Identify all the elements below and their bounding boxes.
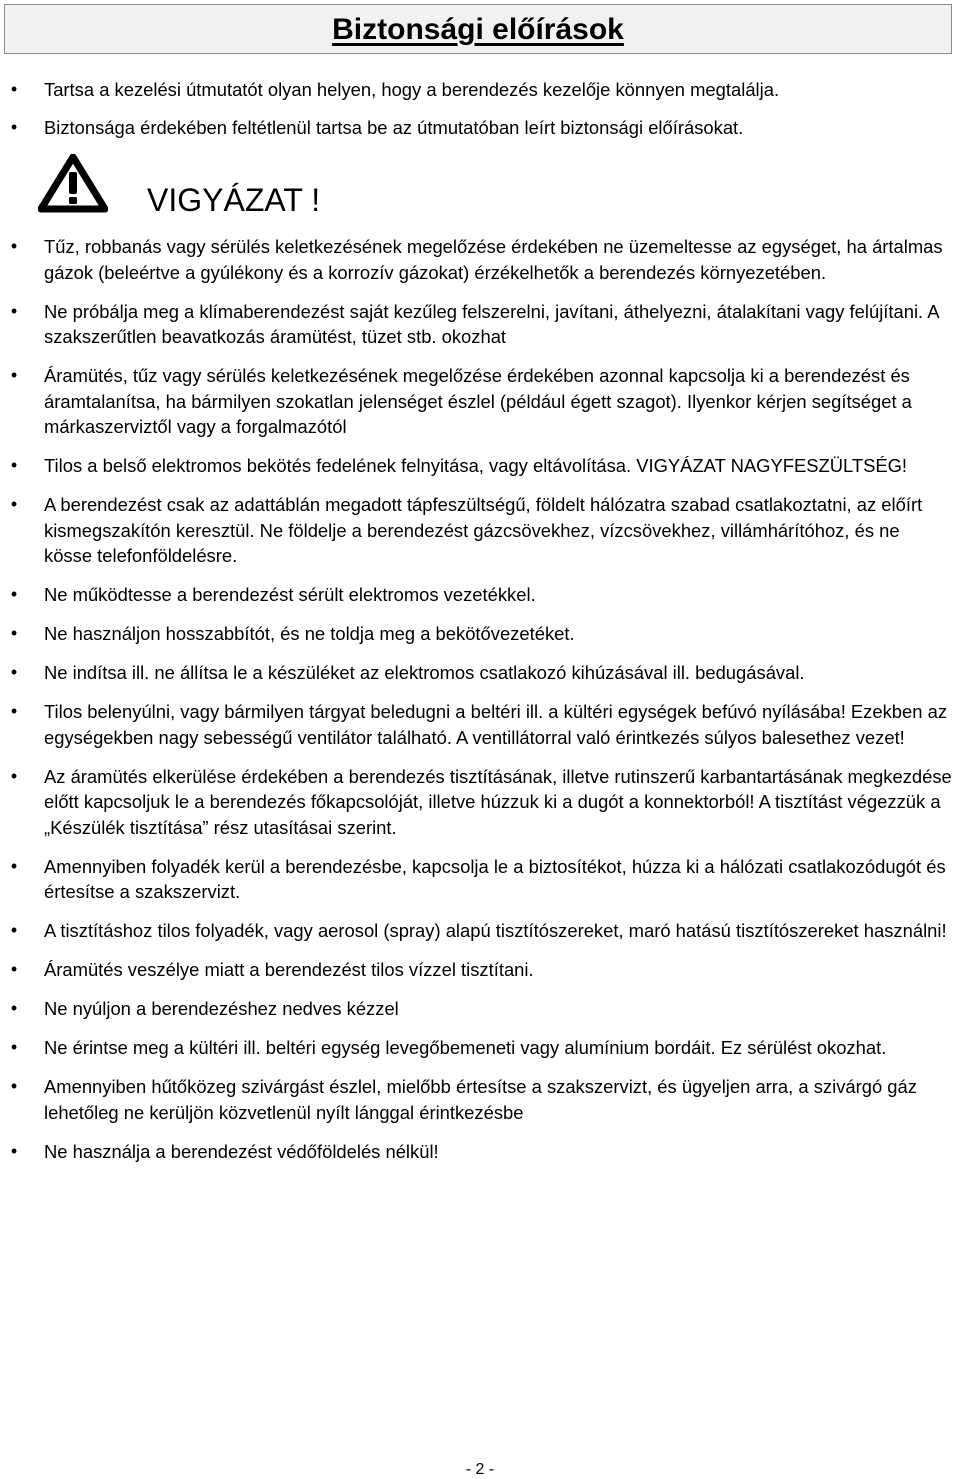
list-item bbox=[0, 764, 960, 841]
bullet-icon: • bbox=[10, 79, 18, 99]
bullet-icon: • bbox=[10, 117, 18, 137]
list-item bbox=[0, 1035, 960, 1061]
list-item-text: Ne használja a berendezést védőföldelés nélkül! bbox=[44, 1140, 439, 1162]
list-item-text: Amennyiben folyadék kerül a berendezésbe, kapcsolja le a biztosítékot, húzza ki a hálózati csatlakozódugót és értesítse a szakszervizt. bbox=[44, 855, 946, 902]
bullet-icon: • bbox=[10, 455, 18, 475]
bullet-icon: • bbox=[10, 765, 18, 786]
list-item bbox=[0, 453, 960, 479]
list-item-text: A tisztításhoz tilos folyadék, vagy aerosol (spray) alapú tisztítószereket, maró hatású tisztítószereket használni! bbox=[44, 920, 947, 941]
list-item bbox=[0, 1139, 960, 1165]
list-item-text: Ne indítsa ill. ne állítsa le a készüléket az elektromos csatlakozó kihúzásával ill. bedugásával. bbox=[44, 662, 805, 683]
list-item bbox=[0, 115, 960, 141]
bullet-icon: • bbox=[10, 1140, 18, 1161]
list-item-text: Amennyiben hűtőközeg szivárgást észlel, mielőbb értesítse a szakszervizt, és ügyeljen arra, a szivárgó gáz lehetőleg ne kerüljön közvetlenül nyílt lánggal érintkezésbe bbox=[44, 1076, 917, 1123]
bullet-icon: • bbox=[10, 855, 18, 876]
list-item-text: Tartsa a kezelési útmutatót olyan helyen, hogy a berendezés kezelője könnyen megtalálja. bbox=[44, 79, 780, 100]
page-title: Biztonsági előírások bbox=[332, 13, 624, 46]
list-item-text: Biztonsága érdekében feltétlenül tartsa be az útmutatóban leírt biztonsági előírásokat. bbox=[44, 117, 744, 138]
list-item bbox=[0, 996, 960, 1022]
list-item bbox=[0, 854, 960, 905]
bullet-icon: • bbox=[10, 959, 18, 979]
title-box bbox=[4, 4, 952, 54]
bullet-icon: • bbox=[10, 998, 18, 1018]
list-item-text: Az áramütés elkerülése érdekében a berendezés tisztításának, illetve rutinszerű karbantartásának megkezdése előtt kapcsoljuk le a berendezés főkapcsolóját, illetve húzzuk ki a dugót a konnektorból! A tisztítást végezzük a „Készülék tisztítása” rész utasításai szerint. bbox=[44, 765, 952, 838]
list-item-text: Tűz, robbanás vagy sérülés keletkezésének megelőzése érdekében ne üzemeltesse az egységet, ha ártalmas gázok (beleértve a gyúlékony és a korrozív gázokat) érzékelhetők a berendezés környezetében. bbox=[44, 236, 943, 283]
list-item bbox=[0, 299, 960, 350]
page-number: - 2 - bbox=[465, 1461, 495, 1478]
bullet-icon: • bbox=[10, 1037, 18, 1057]
list-item bbox=[0, 621, 960, 647]
intro-list bbox=[0, 77, 960, 153]
list-item-text: Ne működtesse a berendezést sérült elektromos vezetékkel. bbox=[44, 584, 536, 605]
bullet-icon: • bbox=[10, 1076, 18, 1096]
list-item-text: A berendezést csak az adattáblán megadott tápfeszültségű, földelt hálózatra szabad csatlakoztatni, az előírt kismegszakítón keresztül. Ne földelje a berendezést gázcsövekhez, vízcsövekhez, villámhárítóhoz, és ne kösse telefonföldelésre. bbox=[44, 494, 923, 566]
list-item bbox=[0, 77, 960, 103]
bullet-icon: • bbox=[10, 920, 18, 940]
list-item bbox=[0, 918, 960, 944]
list-item bbox=[0, 492, 960, 569]
list-item-text: Ne próbálja meg a klímaberendezést saját kezűleg felszerelni, javítani, áthelyezni, átalakítani vagy felújítani. A szakszerűtlen beavatkozás áramütést, tüzet stb. okozhat bbox=[44, 300, 939, 347]
list-item-text: Áramütés veszélye miatt a berendezést tilos vízzel tisztítani. bbox=[44, 959, 534, 980]
bullet-icon: • bbox=[10, 662, 18, 682]
list-item-text: Ne érintse meg a kültéri ill. beltéri egység levegőbemeneti vagy alumínium bordáit. Ez sérülést okozhat. bbox=[44, 1037, 887, 1058]
warning-label: VIGYÁZAT ! bbox=[147, 182, 321, 218]
list-item-text: Ne nyúljon a berendezéshez nedves kézzel bbox=[44, 998, 399, 1019]
warning-triangle-icon bbox=[38, 154, 108, 214]
list-item bbox=[0, 234, 960, 285]
list-item bbox=[0, 957, 960, 983]
bullet-icon: • bbox=[10, 365, 18, 385]
list-item bbox=[0, 582, 960, 608]
bullet-icon: • bbox=[10, 494, 18, 514]
bullet-icon: • bbox=[10, 623, 18, 643]
list-item-text: Tilos a belső elektromos bekötés fedelének felnyitása, vagy eltávolítása. VIGYÁZAT NAGYFESZÜLTSÉG! bbox=[44, 455, 908, 476]
bullet-icon: • bbox=[10, 300, 18, 321]
list-item-text: Tilos belenyúlni, vagy bármilyen tárgyat beledugni a beltéri ill. a kültéri egységek befúvó nyílásába! Ezekben az egységekben nagy sebességű ventilátor található. A ventillátorral való érintkezés súlyos balesethez vezet! bbox=[44, 701, 948, 748]
list-item bbox=[0, 660, 960, 686]
bullet-icon: • bbox=[10, 701, 18, 721]
list-item bbox=[0, 699, 960, 750]
list-item-text: Áramütés, tűz vagy sérülés keletkezésének megelőzése érdekében azonnal kapcsolja ki a berendezést és áramtalanítsa, ha bármilyen szokatlan jelenséget észlel (például égett szagot). Ilyenkor kérjen segítséget a márkaszerviztől vagy a forgalmazótól bbox=[44, 365, 912, 437]
list-item-text: Ne használjon hosszabbítót, és ne toldja meg a bekötővezetéket. bbox=[44, 623, 575, 644]
list-item bbox=[0, 363, 960, 440]
bullet-icon: • bbox=[10, 236, 18, 256]
list-item bbox=[0, 1074, 960, 1125]
bullet-icon: • bbox=[10, 584, 18, 604]
safety-list bbox=[0, 234, 960, 1178]
